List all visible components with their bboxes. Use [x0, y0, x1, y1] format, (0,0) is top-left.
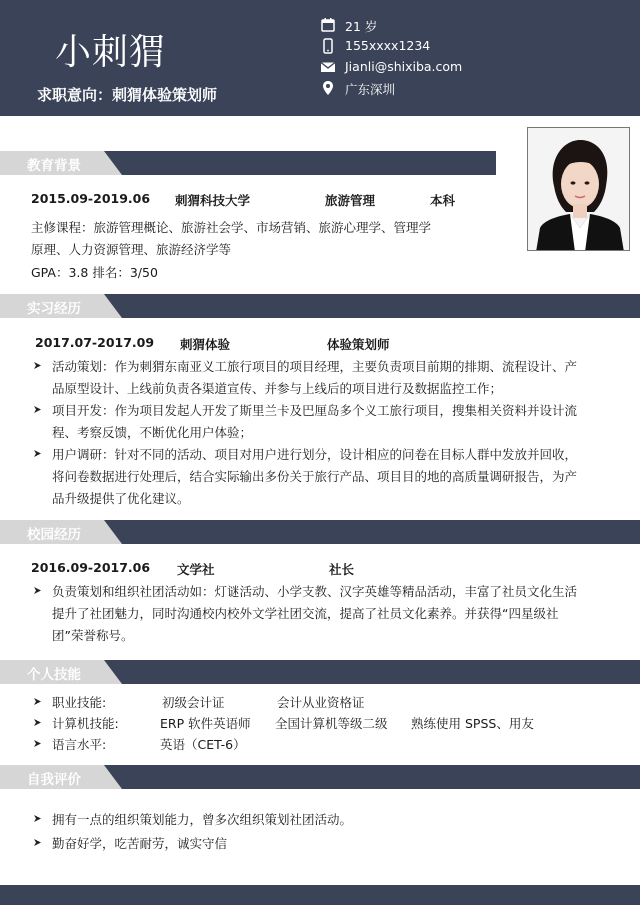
campus-line1: 负责策划和组织社团活动如：灯谜活动、小学支教、汉字英雄等精品活动，丰富了社员文化生活 — [52, 584, 578, 599]
skill-value-a: 英语（CET-6） — [160, 737, 246, 752]
section-header-education — [0, 151, 640, 175]
intern-item-1-line1: 活动策划：作为刺猬东南亚义工旅行项目的项目经理，主要负责项目前期的排期、流程设计、产 — [52, 359, 578, 374]
phone-text: 155xxxx1234 — [345, 38, 431, 53]
campus-line2: 提升了社团魅力，同时沟通校内校外文学社团交流，提高了社员文化素养。并获得“四星级社 — [52, 606, 559, 621]
section-title: 个人技能 — [27, 667, 81, 683]
skill-label: 语言水平: — [52, 737, 107, 752]
section-header-skills — [0, 660, 640, 684]
section-header-campus — [0, 520, 640, 544]
edu-major: 旅游管理 — [325, 193, 376, 208]
edu-period: 2015.09-2019.06 — [31, 191, 151, 206]
arrow-bullet-icon — [33, 838, 42, 847]
edu-degree: 本科 — [430, 193, 456, 208]
section-title: 教育背景 — [27, 158, 81, 174]
intern-period: 2017.07-2017.09 — [35, 335, 155, 350]
intern-role: 体验策划师 — [327, 337, 390, 352]
email-text: Jianli@shixiba.com — [345, 59, 463, 74]
edu-school: 刺猬科技大学 — [175, 193, 251, 208]
location-text: 广东深圳 — [345, 82, 396, 97]
section-title: 实习经历 — [27, 301, 81, 317]
intern-item-2-line1: 项目开发：作为项目发起人开发了斯里兰卡及巴厘岛多个义工旅行项目，搜集相关资料并设计流 — [52, 403, 578, 418]
arrow-bullet-icon — [33, 718, 42, 727]
calendar-icon — [320, 17, 336, 33]
section-title: 自我评价 — [27, 772, 81, 788]
arrow-bullet-icon — [33, 405, 42, 414]
campus-role: 社长 — [329, 562, 355, 577]
campus-period: 2016.09-2017.06 — [31, 560, 151, 575]
edu-gpa: GPA：3.8 排名：3/50 — [31, 265, 158, 280]
arrow-bullet-icon — [33, 739, 42, 748]
skill-value-b: 全国计算机等级二级 — [275, 716, 388, 731]
intern-item-1-line2: 品原型设计、上线前负责各渠道宣传、并参与上线后的项目进行及数据监控工作； — [52, 381, 503, 396]
age-text: 21 岁 — [345, 19, 378, 34]
skill-label: 职业技能: — [52, 695, 107, 710]
arrow-bullet-icon — [33, 361, 42, 370]
arrow-bullet-icon — [33, 449, 42, 458]
header-banner — [0, 0, 640, 116]
section-header-internship — [0, 294, 640, 318]
campus-line3: 团”荣誉称号。 — [52, 628, 134, 643]
intern-item-2-line2: 程、考察反馈，不断优化用户体验； — [52, 425, 253, 440]
self-item-2: 勤奋好学，吃苦耐劳，诚实守信 — [52, 836, 228, 851]
edu-courses-line2: 原理、人力资源管理、旅游经济学等 — [31, 242, 232, 257]
intern-item-3-line1: 用户调研：针对不同的活动、项目对用户进行划分，设计相应的问卷在目标人群中发放并回收， — [52, 447, 578, 462]
skill-value-b: 会计从业资格证 — [277, 695, 365, 710]
skill-label: 计算机技能: — [52, 716, 119, 731]
profile-photo — [527, 127, 630, 251]
skill-value-c: 熟练使用 SPSS、用友 — [411, 716, 534, 731]
candidate-name: 小刺猬 — [55, 32, 167, 73]
skill-value-a: ERP 软件英语师 — [160, 716, 251, 731]
intern-item-3-line2: 将问卷数据进行处理后，结合实际输出多份关于旅行产品、项目目的地的高质量调研报告，为产 — [52, 469, 578, 484]
person-portrait-icon — [528, 128, 630, 251]
edu-courses-line1: 主修课程：旅游管理概论、旅游社会学、市场营销、旅游心理学、管理学 — [31, 220, 432, 235]
intern-company: 刺猬体验 — [180, 337, 231, 352]
envelope-icon — [320, 59, 336, 75]
self-item-1: 拥有一点的组织策划能力，曾多次组织策划社团活动。 — [52, 812, 353, 827]
arrow-bullet-icon — [33, 697, 42, 706]
skill-value-a: 初级会计证 — [162, 695, 225, 710]
phone-icon — [320, 38, 336, 54]
job-intent: 求职意向：刺猬体验策划师 — [37, 86, 218, 104]
location-pin-icon — [320, 80, 336, 96]
intern-item-3-line3: 品升级提供了优化建议。 — [52, 491, 190, 506]
section-title: 校园经历 — [27, 527, 81, 543]
arrow-bullet-icon — [33, 586, 42, 595]
section-header-self-evaluation — [0, 765, 640, 789]
arrow-bullet-icon — [33, 814, 42, 823]
campus-org: 文学社 — [177, 562, 215, 577]
footer-bar — [0, 885, 640, 905]
